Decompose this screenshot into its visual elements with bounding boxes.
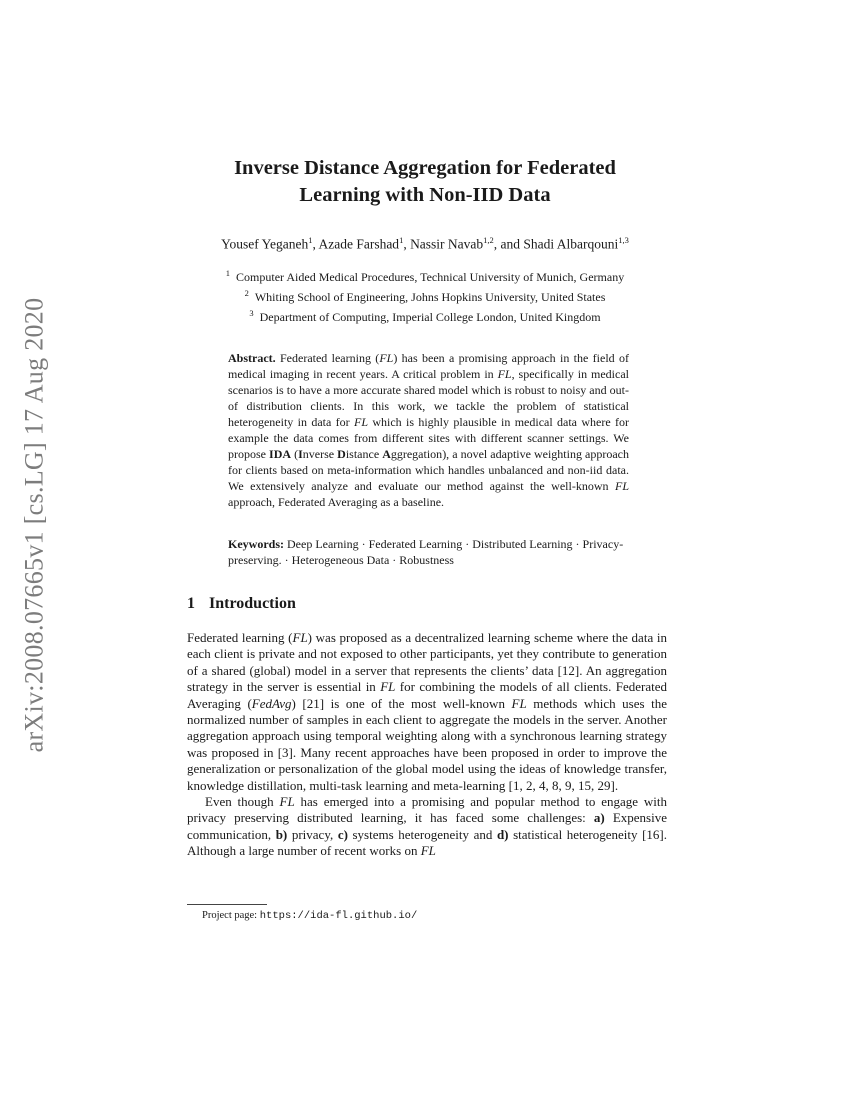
section-number: 1	[187, 595, 195, 612]
body-text: systems heterogeneity and	[347, 826, 497, 842]
author-affil-sup: 1,2	[483, 235, 494, 245]
body-text: Expensive communication,	[187, 810, 667, 842]
affiliation-sup: 1	[225, 268, 231, 278]
footnote-rule	[187, 904, 267, 905]
title-line-1: Inverse Distance Aggregation for Federated	[234, 157, 616, 179]
affiliation-text: Whiting School of Engineering, Johns Hopkins University, United States	[254, 290, 606, 304]
abstract-text: ggregation	[390, 447, 443, 461]
body-text: privacy,	[287, 826, 338, 842]
body-text: ) [21] is one of the most well-known	[291, 695, 512, 711]
author-list	[0, 235, 850, 253]
keywords	[228, 536, 629, 568]
section-heading	[187, 595, 296, 613]
abstract-text: istance	[345, 447, 383, 461]
keywords-label: Keywords:	[228, 537, 284, 551]
fedavg-abbrev: FedAvg	[251, 695, 292, 711]
affiliation-text: Computer Aided Medical Procedures, Technical University of Munich, Germany	[236, 270, 625, 284]
list-label: a)	[593, 810, 605, 826]
ida-abbrev: IDA	[269, 447, 292, 461]
author-name: Nassir Navab	[410, 236, 484, 252]
abstract-text: (	[291, 447, 299, 461]
title-line-2: Learning with Non-IID Data	[299, 184, 551, 206]
affiliation	[0, 285, 850, 305]
author-name: Yousef Yeganeh	[221, 236, 309, 252]
list-label: b)	[275, 826, 288, 842]
affiliation-sup: 2	[244, 288, 249, 298]
body-text: has emerged into a promising and popular method to engage with privacy preserving distributed learning, it has faced some challenges:	[187, 794, 667, 826]
abstract-label: Abstract.	[228, 351, 276, 365]
affiliation-list	[0, 265, 850, 325]
author-affil-sup: 1	[308, 235, 313, 245]
affiliation-text: Department of Computing, Imperial College London, United Kingdom	[259, 310, 601, 324]
author-and: , and	[493, 236, 524, 252]
fl-abbrev: FL	[380, 679, 396, 695]
ida-letter: I	[298, 447, 303, 461]
intro-paragraph-1	[187, 630, 667, 794]
fl-abbrev: FL	[353, 415, 368, 429]
affiliation-sup: 3	[249, 308, 254, 318]
fl-abbrev: FL	[511, 695, 527, 711]
fl-abbrev: FL	[279, 794, 295, 810]
intro-paragraph-2	[187, 794, 667, 860]
section-title: Introduction	[209, 595, 296, 612]
arxiv-stamp-text: arXiv:2008.07665v1 [cs.LG] 17 Aug 2020	[19, 297, 49, 753]
fl-abbrev: FL	[292, 630, 308, 645]
author-name: Azade Farshad	[318, 236, 400, 252]
ida-letter: D	[337, 447, 346, 461]
body-text: methods which uses the normalized number of samples in each client to aggregate the models in the server. Another aggregation approach using temporal weighting along with a synchronous learning strategy was proposed in [3]. Many recent approaches have been proposed in order to improve the generalization or personalization of the global model using the ideas of knowledge transfer, knowledge distillation, multi-task learning and meta-learning [1, 2, 4, 8, 9, 15, 29].	[187, 695, 667, 793]
footnote-label: Project page:	[202, 910, 260, 921]
list-label: c)	[337, 826, 348, 842]
abstract-text: nverse	[302, 447, 338, 461]
arxiv-stamp	[4, 290, 64, 760]
author-affil-sup: 1,3	[618, 235, 629, 245]
abstract-text: which is highly plausible in medical data where for example the data comes from different sites with different scanner settings. We propose	[228, 415, 629, 461]
body-text: statistical heterogeneity [16]. Although a large number of recent works on	[187, 826, 667, 859]
fl-abbrev: FL	[497, 367, 512, 381]
abstract-text: ) has been a promising approach in the field of medical imaging in recent years. A critical problem in	[228, 351, 630, 381]
abstract	[228, 350, 629, 510]
author-separator: ,	[312, 236, 319, 252]
intro-body	[187, 630, 667, 860]
author-name: Shadi Albarqouni	[523, 236, 619, 252]
footnote	[202, 910, 417, 922]
affiliation	[0, 305, 850, 325]
fl-abbrev: FL	[614, 479, 629, 493]
author-affil-sup: 1	[399, 235, 404, 245]
abstract-text: ), a novel adaptive weighting approach for clients based on meta-information which handles unbalanced and non-iid data. We extensively analyze and evaluate our method against the well-known	[228, 447, 629, 493]
list-label: d)	[496, 826, 509, 842]
fl-abbrev: FL	[379, 351, 394, 365]
body-text: ) was proposed as a decentralized learning scheme where the data in each client is private and not exposed to other participants, yet they contribute to generation of a shared (global) model in a server that represents the clients’ data [12]. An aggregation strategy in the server is essential in	[187, 630, 667, 695]
keywords-text: Deep Learning · Federated Learning · Distributed Learning · Privacy-preserving. · Heterogeneous Data · Robustness	[228, 537, 624, 567]
abstract-text: , specifically in medical scenarios is to have a more accurate shared model which is robust to noisy and out-of distribution clients. In this work, we tackle the problem of statistical heterogeneity in data for	[228, 367, 629, 429]
body-text: Federated learning (	[187, 630, 293, 645]
abstract-text: approach, Federated Averaging as a baseline.	[228, 495, 445, 509]
ida-letter: A	[382, 447, 391, 461]
paper-title	[0, 155, 850, 209]
author-separator: ,	[403, 236, 411, 252]
project-page-link[interactable]: https://ida-fl.github.io/	[259, 910, 418, 922]
abstract-text: Federated learning (	[280, 351, 380, 365]
fl-abbrev: FL	[420, 843, 436, 859]
affiliation	[0, 265, 850, 285]
body-text: Even though	[205, 794, 280, 810]
body-text: for combining the models of all clients. Federated Averaging (	[187, 679, 667, 711]
